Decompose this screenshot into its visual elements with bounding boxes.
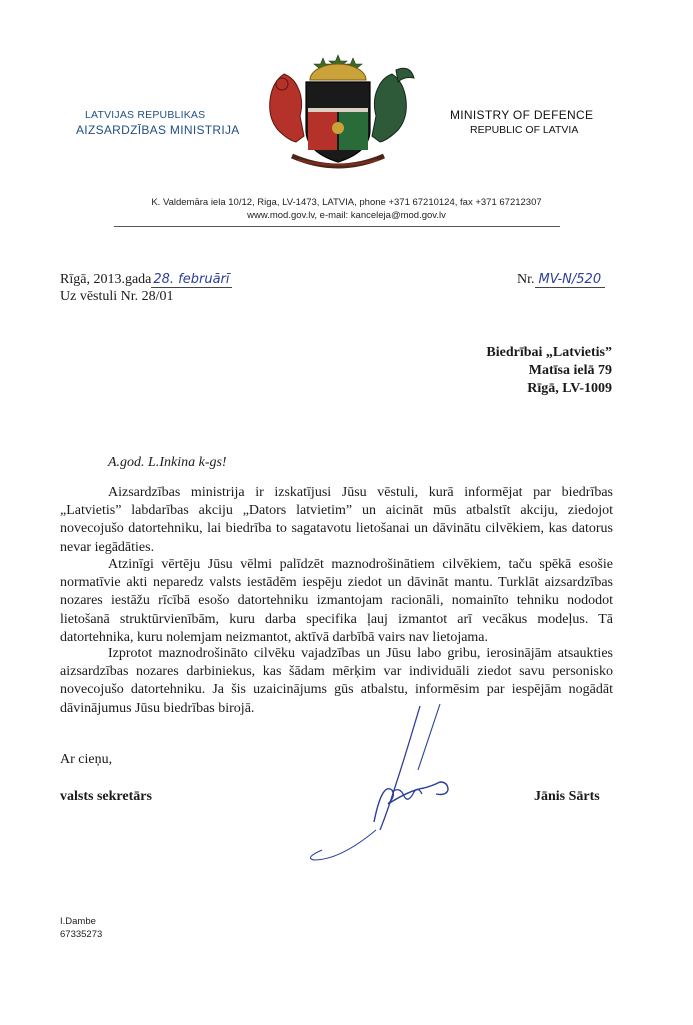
header-divider xyxy=(114,226,560,227)
closing: Ar cieņu, xyxy=(60,752,113,767)
signer-title: valsts sekretārs xyxy=(60,789,152,804)
header-contacts: www.mod.gov.lv, e-mail: kanceleja@mod.gov.lv xyxy=(247,210,446,221)
place-date xyxy=(60,272,232,288)
paragraph-3: Izprotot maznodrošināto cilvēku vajadzības un Jūsu labo gribu, ierosinājām atsaukties aizsardzības nozares darbiniekus, kas šādam mērķim var individuāli ziedot savu personisko novecojušo datortehniku. Ja šis uzaicinājums gūs atbalstu, informēsim par iespējām nogādāt dāvinājumus Jūsu biedrības birojā. xyxy=(60,646,613,716)
handwritten-date: 28. februārī xyxy=(153,272,230,287)
preparer-phone: 67335273 xyxy=(60,929,103,940)
header-country-lv: LATVIJAS REPUBLIKAS xyxy=(85,109,206,121)
preparer-name: I.Dambe xyxy=(60,916,96,927)
recipient-city: Rīgā, LV-1009 xyxy=(527,381,612,396)
paragraph-1: Aizsardzības ministrija ir izskatījusi Jūsu vēstuli, kurā informējat par biedrības „Latvietis” labdarības akciju „Dators latvietim” un aicināt mūs atbalstīt akciju, ziedojot novecojušo datortehniku, lai biedrība to sagatavotu lietošanai un dāvinātu cilvēkiem, kas datorus nevar iegādāties. xyxy=(60,485,613,555)
paragraph-2: Atzinīgi vērtēju Jūsu vēlmi palīdzēt maznodrošinātiem cilvēkiem, taču spēkā esošie normatīvie akti neparedz valsts iestādēm iespēju ziedot un dāvināt mantu. Turklāt aizsardzības nozares iestāžu rīcībā esošo datortehniku izmantojam racionāli, nomainīto tehniku nododot lietošanā struktūrvienībām, kuru darba specifika ļauj izmantot arī vecākus modeļus. Tā datortehnika, kuru nolemjam neizmantot, aktīvā darbībā vairs nav lietojama. xyxy=(60,557,613,645)
handwritten-number: MV-N/520 xyxy=(535,272,606,288)
number-prefix: Nr. xyxy=(517,272,535,287)
header-country-en: REPUBLIC OF LATVIA xyxy=(470,124,579,136)
signer-name: Jānis Sārts xyxy=(534,789,600,804)
place-date-prefix: Rīgā, 2013.gada xyxy=(60,272,152,287)
recipient-name: Biedrībai „Latvietis” xyxy=(486,345,612,360)
recipient-street: Matīsa ielā 79 xyxy=(528,363,612,378)
coat-of-arms-emblem xyxy=(258,52,418,174)
document-number xyxy=(517,272,605,288)
reference-line: Uz vēstuli Nr. 28/01 xyxy=(60,289,174,304)
greeting: A.god. L.Inkina k-gs! xyxy=(108,455,227,470)
header-ministry-lv: AIZSARDZĪBAS MINISTRIJA xyxy=(76,123,240,137)
header-ministry-en: MINISTRY OF DEFENCE xyxy=(450,108,594,122)
header-address: K. Valdemāra iela 10/12, Riga, LV-1473, LATVIA, phone +371 67210124, fax +371 67212307 xyxy=(151,197,542,208)
signature xyxy=(300,700,480,890)
